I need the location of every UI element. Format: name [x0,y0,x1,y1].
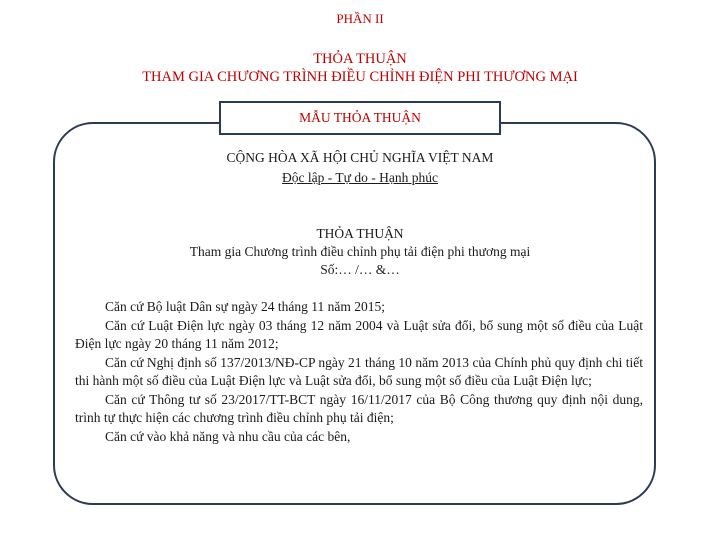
document-subtitle: Tham gia Chương trình điều chỉnh phụ tải điện phi thương mại [189,244,531,259]
document-title-block [0,225,720,279]
sample-agreement-label: MẪU THỎA THUẬN [219,101,501,135]
agreement-heading-line2: THAM GIA CHƯƠNG TRÌNH ĐIỀU CHỈNH ĐIỆN PHI THƯƠNG MẠI [142,69,578,85]
national-header [0,148,720,188]
document-title: THỎA THUẬN [316,226,404,241]
legal-basis-decree: Căn cứ Nghị định số 137/2013/NĐ-CP ngày 21 tháng 10 năm 2013 của Chính phủ quy định chi tiết thi hành một số điều của Luật Điện lực và Luật sửa đổi, bổ sung một số điều của Luật Điện lực; [75,354,643,388]
agreement-heading-line1: THỎA THUẬN [313,51,407,67]
national-motto: Độc lập - Tự do - Hạnh phúc [282,170,438,185]
national-name: CỘNG HÒA XÃ HỘI CHỦ NGHĨA VIỆT NAM [226,150,494,165]
part-title: PHẦN II [336,11,384,26]
document-number: Số:… /… &… [320,262,400,277]
legal-basis-capacity: Căn cứ vào khả năng và nhu cầu của các bên, [105,428,351,444]
legal-basis-electricity-law: Căn cứ Luật Điện lực ngày 03 tháng 12 năm 2004 và Luật sửa đổi, bổ sung một số điều của Luật Điện lực ngày 20 tháng 11 năm 2012; [75,317,643,351]
legal-bases [75,298,643,446]
legal-basis-civil-code: Căn cứ Bộ luật Dân sự ngày 24 tháng 11 năm 2015; [105,299,385,314]
agreement-heading [0,50,720,86]
legal-basis-circular: Căn cứ Thông tư số 23/2017/TT-BCT ngày 16/11/2017 của Bộ Công thương quy định nội dung, trình tự thực hiện các chương trình điều chỉnh phụ tải điện; [75,391,643,425]
